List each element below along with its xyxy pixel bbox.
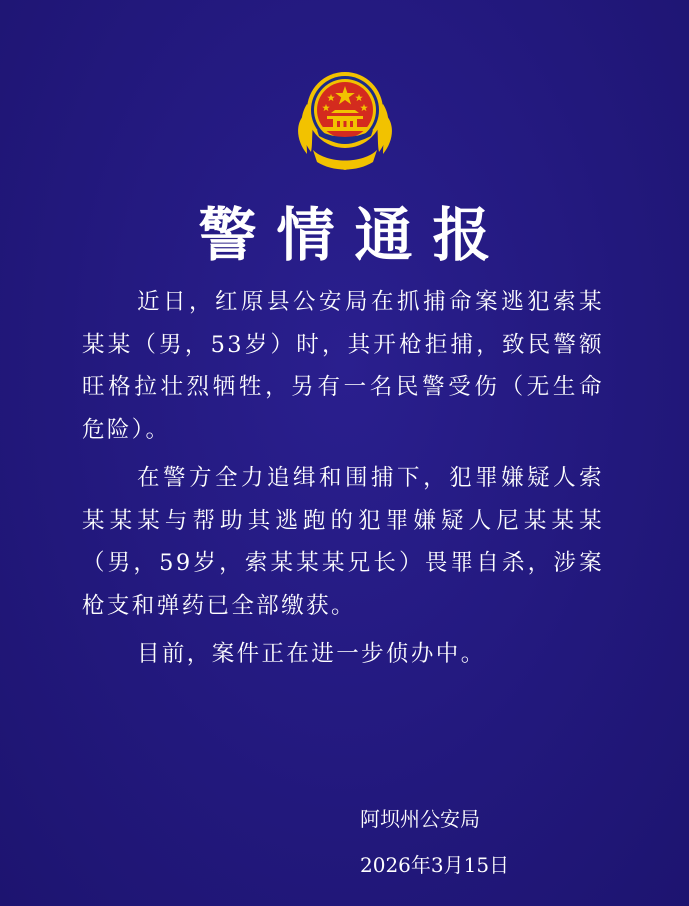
issue-date: 2026年3月15日 bbox=[360, 853, 510, 877]
notice-body bbox=[82, 281, 604, 682]
notice-paragraph: 近日，红原县公安局在抓捕命案逃犯索某某某（男，53岁）时，其开枪拒捕，致民警额旺格拉壮烈牺牲，另有一名民警受伤（无生命危险）。 bbox=[82, 289, 604, 443]
notice-title: 警情通报 bbox=[198, 201, 511, 269]
notice-paragraph: 目前，案件正在进一步侦办中。 bbox=[137, 641, 486, 667]
issuer-name: 阿坝州公安局 bbox=[360, 807, 480, 831]
police-emblem-icon bbox=[293, 64, 397, 170]
signature-block bbox=[360, 796, 509, 888]
notice-paragraph: 在警方全力追缉和围捕下，犯罪嫌疑人索某某某与帮助其逃跑的犯罪嫌疑人尼某某某（男，59岁，索某某某兄长）畏罪自杀，涉案枪支和弹药已全部缴获。 bbox=[82, 465, 604, 619]
